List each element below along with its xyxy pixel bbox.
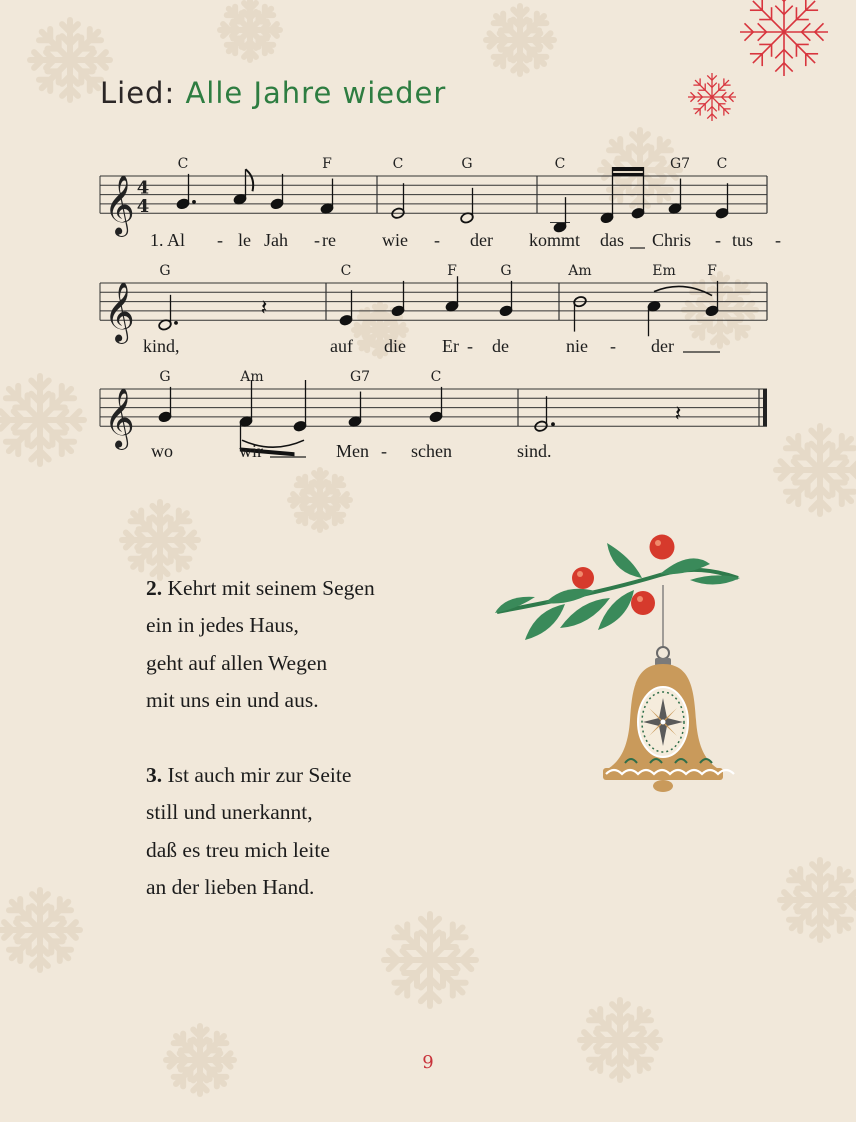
lyric-syllable: der	[651, 336, 674, 356]
verse-line: daß es treu mich leite	[146, 837, 330, 862]
chord-symbol: C	[340, 263, 352, 279]
verse-number: 2.	[146, 576, 163, 600]
lyric-syllable: das	[600, 230, 624, 250]
lyric-syllable: kind,	[143, 336, 180, 356]
title-label: Lied:	[100, 76, 176, 110]
berry	[572, 567, 594, 589]
lyric-syllable: Er	[442, 336, 459, 356]
verse-line: still und unerkannt,	[146, 800, 313, 825]
chord-symbol: Am	[240, 369, 264, 385]
lyric-syllable: die	[384, 336, 406, 356]
lyric-syllable: wie	[382, 230, 408, 250]
lyric-syllable: -	[314, 230, 320, 250]
lyric-syllable: auf	[330, 336, 353, 356]
verse-line: 3. Ist auch mir zur Seite	[146, 763, 352, 787]
mistletoe-branch-icon	[495, 535, 740, 641]
chord-symbol: F	[322, 156, 332, 172]
lyric-syllable: Chris	[652, 230, 692, 250]
treble-clef-icon: 𝄞	[104, 388, 135, 449]
lyric-syllable: de	[492, 336, 509, 356]
lyric-syllable: wir	[239, 441, 263, 461]
chord-symbol: F	[707, 263, 717, 279]
page-number: 9	[422, 1052, 434, 1073]
lyric-syllable: 1. Al	[150, 230, 186, 250]
chord-symbol: C	[177, 156, 189, 172]
berry	[631, 591, 655, 615]
song-title: Alle Jahre wieder	[185, 76, 447, 110]
lyric-syllable: -	[467, 336, 473, 356]
chord-symbol: G	[461, 156, 473, 172]
chord-symbol: C	[430, 369, 442, 385]
verse-line: ein in jedes Haus,	[146, 613, 299, 638]
lyric-syllable: le	[238, 230, 251, 250]
lyric-syllable: wo	[151, 441, 173, 461]
lyric-syllable: der	[470, 230, 493, 250]
chord-symbol: C	[554, 156, 566, 172]
berry	[650, 535, 675, 560]
lyric-syllable: -	[775, 230, 781, 250]
lyric-syllable: re	[322, 230, 336, 250]
time-signature-top: 4	[136, 177, 150, 199]
snowflake-icon	[740, 0, 828, 76]
quarter-rest: 𝄽	[260, 295, 268, 321]
verse-line: 2. Kehrt mit seinem Segen	[146, 576, 375, 600]
verse-line: geht auf allen Wegen	[146, 650, 328, 675]
bell-ornament-icon	[603, 585, 734, 792]
verse-line: an der lieben Hand.	[146, 874, 315, 899]
chord-symbol: G7	[669, 156, 691, 172]
lyric-syllable: tus	[732, 230, 754, 250]
lyric-syllable: Men	[336, 441, 369, 461]
chord-symbol: F	[447, 263, 457, 279]
chord-symbol: G	[159, 369, 171, 385]
quarter-rest: 𝄽	[674, 401, 682, 427]
lyric-syllable: Jah	[264, 230, 288, 250]
lyric-syllable: sind.	[517, 441, 552, 461]
lyric-syllable: -	[434, 230, 440, 250]
lyric-syllable: kommt	[529, 230, 581, 250]
chord-symbol: G	[500, 263, 512, 279]
treble-clef-icon: 𝄞	[104, 282, 135, 343]
chord-symbol: G7	[349, 369, 371, 385]
chord-symbol: Am	[568, 263, 592, 279]
lyric-syllable: -	[381, 441, 387, 461]
chord-symbol: C	[716, 156, 728, 172]
snowflake-icon	[688, 73, 736, 121]
lyric-syllable: -	[715, 230, 721, 250]
lyric-syllable: -	[610, 336, 616, 356]
chord-symbol: C	[392, 156, 404, 172]
time-signature-bottom: 4	[136, 196, 150, 218]
lyric-syllable: schen	[411, 441, 452, 461]
chord-symbol: G	[159, 263, 171, 279]
lyric-syllable: -	[217, 230, 223, 250]
verse-number: 3.	[146, 763, 163, 787]
verse-line: mit uns ein und aus.	[146, 687, 319, 712]
treble-clef-icon: 𝄞	[104, 175, 135, 236]
chord-symbol: Em	[652, 263, 676, 279]
lyric-syllable: nie	[566, 336, 588, 356]
